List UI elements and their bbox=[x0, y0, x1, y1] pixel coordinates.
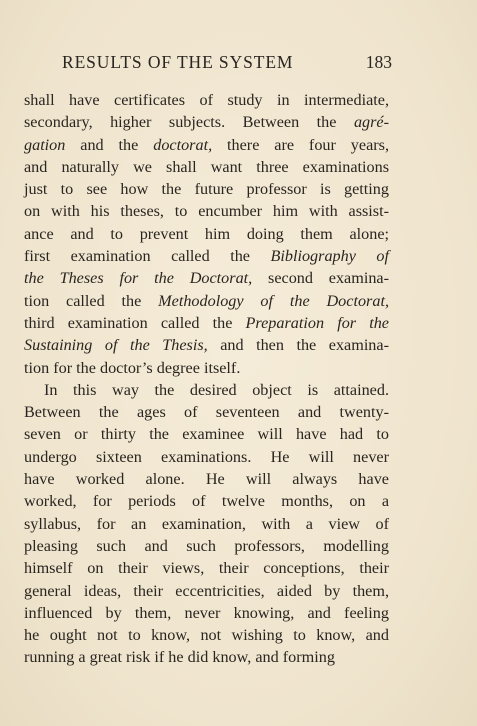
page-header bbox=[62, 52, 392, 76]
text-line bbox=[24, 312, 389, 334]
text-line bbox=[24, 490, 389, 512]
text-line bbox=[24, 290, 389, 312]
text-segment: tion for the doctor’s degree itself. bbox=[24, 358, 241, 377]
text-segment: syllabus, for an examination, with a view of bbox=[24, 514, 389, 533]
text-segment: have worked alone. He will always have bbox=[24, 470, 389, 489]
italic-text: Preparation for the bbox=[245, 313, 389, 332]
text-line bbox=[24, 89, 389, 111]
text-line bbox=[24, 423, 389, 445]
text-segment: tion called the bbox=[24, 291, 159, 310]
text-line bbox=[24, 535, 389, 557]
text-segment: pleasing such and such professors, modelling bbox=[24, 536, 389, 555]
text-line bbox=[24, 379, 389, 401]
italic-text: doctorat, bbox=[153, 135, 213, 154]
italic-text: gation bbox=[24, 135, 66, 154]
text-segment: third examination called the bbox=[24, 313, 246, 332]
text-segment: worked, for periods of twelve months, on a bbox=[24, 492, 389, 511]
text-line bbox=[24, 646, 389, 668]
text-segment: running a great risk if he did know, and forming bbox=[24, 648, 335, 667]
text-line bbox=[24, 513, 389, 535]
text-segment: Between the ages of seventeen and twenty- bbox=[24, 403, 389, 422]
text-line bbox=[24, 245, 389, 267]
text-line bbox=[24, 134, 389, 156]
text-segment: undergo sixteen examinations. He will never bbox=[24, 447, 389, 466]
text-segment: second examina- bbox=[252, 269, 389, 288]
text-line bbox=[24, 200, 389, 222]
text-segment: and naturally we shall want three examinations bbox=[24, 157, 389, 176]
text-line bbox=[24, 580, 389, 602]
text-line bbox=[24, 446, 389, 468]
text-line bbox=[24, 357, 389, 379]
text-segment: himself on their views, their conceptions, their bbox=[24, 559, 389, 578]
text-segment: and the bbox=[65, 135, 154, 154]
text-line bbox=[24, 624, 389, 646]
text-line bbox=[24, 468, 389, 490]
page-number: 183 bbox=[365, 52, 392, 72]
text-segment: first examination called the bbox=[24, 247, 271, 266]
text-line bbox=[24, 602, 389, 624]
text-segment: influenced by them, never knowing, and feeling bbox=[24, 603, 389, 622]
text-line bbox=[24, 156, 389, 178]
italic-text: Bibliography of bbox=[270, 247, 389, 266]
text-segment: and then the examina- bbox=[207, 336, 389, 355]
text-segment: seven or thirty the examinee will have had to bbox=[24, 425, 389, 444]
text-line bbox=[24, 223, 389, 245]
text-segment: he ought not to know, not wishing to know, and bbox=[24, 626, 389, 645]
text-segment: on with his theses, to encumber him with assist- bbox=[24, 202, 389, 221]
italic-text: Sustaining of the Thesis, bbox=[24, 336, 208, 355]
text-line bbox=[24, 267, 389, 289]
text-line bbox=[24, 557, 389, 579]
text-segment: just to see how the future professor is getting bbox=[24, 180, 389, 199]
text-segment: secondary, higher subjects. Between the bbox=[24, 113, 354, 132]
body-text bbox=[24, 89, 389, 669]
text-segment: In this way the desired object is attained. bbox=[44, 380, 389, 399]
text-segment: general ideas, their eccentricities, aided by them, bbox=[24, 581, 389, 600]
text-segment: shall have certificates of study in intermediate, bbox=[24, 91, 389, 109]
italic-text: agré- bbox=[353, 113, 389, 132]
italic-text: the Theses for the Doctorat, bbox=[24, 269, 253, 288]
text-line bbox=[24, 401, 389, 423]
italic-text: Methodology of the Doctorat, bbox=[158, 291, 389, 310]
text-line bbox=[24, 178, 389, 200]
text-line bbox=[24, 334, 389, 356]
running-title: RESULTS OF THE SYSTEM bbox=[62, 52, 294, 72]
text-segment: there are four years, bbox=[212, 135, 389, 154]
text-segment: ance and to prevent him doing them alone; bbox=[24, 224, 389, 243]
text-line bbox=[24, 111, 389, 133]
